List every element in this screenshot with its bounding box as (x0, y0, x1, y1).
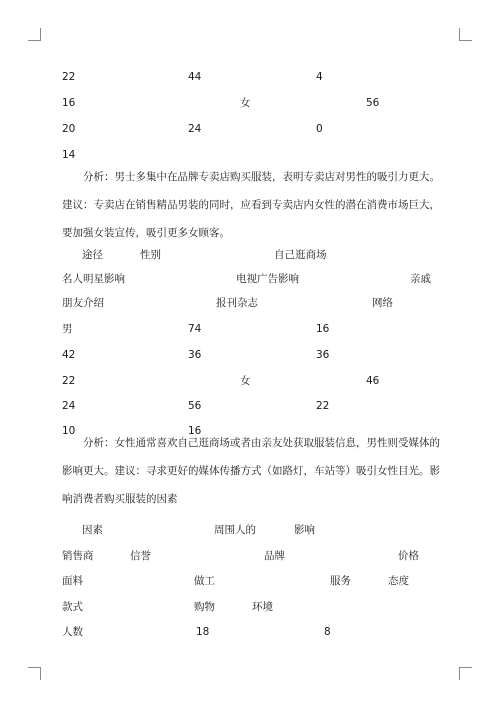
table-header-cell: 销售商 (62, 550, 94, 562)
crop-mark-top-left (28, 28, 41, 41)
table-cell: 10 (62, 425, 76, 437)
table-header-cell: 款式 (62, 601, 83, 613)
table-cell: 24 (62, 400, 76, 412)
table-cell: 22 (62, 375, 76, 387)
table-header-cell: 因素 (82, 524, 103, 536)
table-cell: 56 (188, 400, 202, 412)
table-cell: 36 (316, 349, 330, 361)
table-header-cell: 服务 (330, 575, 351, 587)
table-cell: 4 (316, 71, 323, 83)
table-cell: 16 (188, 425, 202, 437)
crop-mark-top-right (459, 28, 472, 41)
table-header-cell: 自己逛商场 (274, 249, 327, 261)
table-header-cell: 价格 (398, 550, 419, 562)
table-cell: 36 (188, 349, 202, 361)
table-header-cell: 名人明星影响 (62, 273, 125, 285)
table-header-cell: 报刊杂志 (216, 297, 258, 309)
table-header-cell: 态度 (388, 575, 409, 587)
analysis-paragraph: 分析：男士多集中在品牌专卖店购买服装，表明专卖店对男性的吸引力更大。建议：专卖店在销售精品男装的同时，应看到专卖店内女性的潜在消费市场巨大，要加强女装宣传，吸引更多女顾客。 (62, 171, 440, 239)
table-cell: 22 (62, 71, 76, 83)
table-cell: 女 (240, 375, 251, 387)
crop-mark-bottom-left (28, 667, 41, 680)
table-cell: 8 (324, 626, 331, 638)
table-cell: 16 (316, 323, 330, 335)
table-header-cell: 性别 (140, 249, 161, 261)
table-header-cell: 电视广告影响 (236, 273, 299, 285)
table-cell: 0 (316, 123, 323, 135)
table-header-cell: 品牌 (264, 550, 285, 562)
table-cell: 44 (188, 71, 202, 83)
table-cell: 14 (62, 149, 76, 161)
table-header-cell: 环境 (252, 601, 273, 613)
analysis-paragraph: 分析：女性通常喜欢自己逛商场或者由亲友处获取服装信息，男性则受媒体的影响更大。建议：寻求更好的媒体传播方式（如路灯，车站等）吸引女性目光。影响消费者购买服装的因素 (62, 437, 440, 505)
table-header-cell: 信誉 (130, 550, 151, 562)
table-cell: 男 (62, 323, 73, 335)
crop-mark-bottom-right (459, 667, 472, 680)
table-header-cell: 网络 (372, 297, 393, 309)
table-header-cell: 周围人的 (214, 524, 256, 536)
table-header-cell: 朋友介绍 (62, 297, 104, 309)
table-cell: 18 (196, 626, 210, 638)
table-header-cell: 途径 (82, 249, 103, 261)
table-header-cell: 购物 (194, 601, 215, 613)
table-header-cell: 面料 (62, 575, 83, 587)
table-cell: 女 (240, 97, 251, 109)
table-cell: 56 (366, 97, 380, 109)
table-header-cell: 影响 (294, 524, 315, 536)
table-cell: 人数 (62, 626, 83, 638)
table-cell: 42 (62, 349, 76, 361)
table-header-cell: 亲戚 (410, 273, 431, 285)
table-cell: 22 (316, 400, 330, 412)
table-cell: 16 (62, 97, 76, 109)
table-cell: 20 (62, 123, 76, 135)
table-cell: 74 (188, 323, 202, 335)
table-cell: 46 (366, 375, 380, 387)
table-cell: 24 (188, 123, 202, 135)
table-header-cell: 做工 (194, 575, 215, 587)
